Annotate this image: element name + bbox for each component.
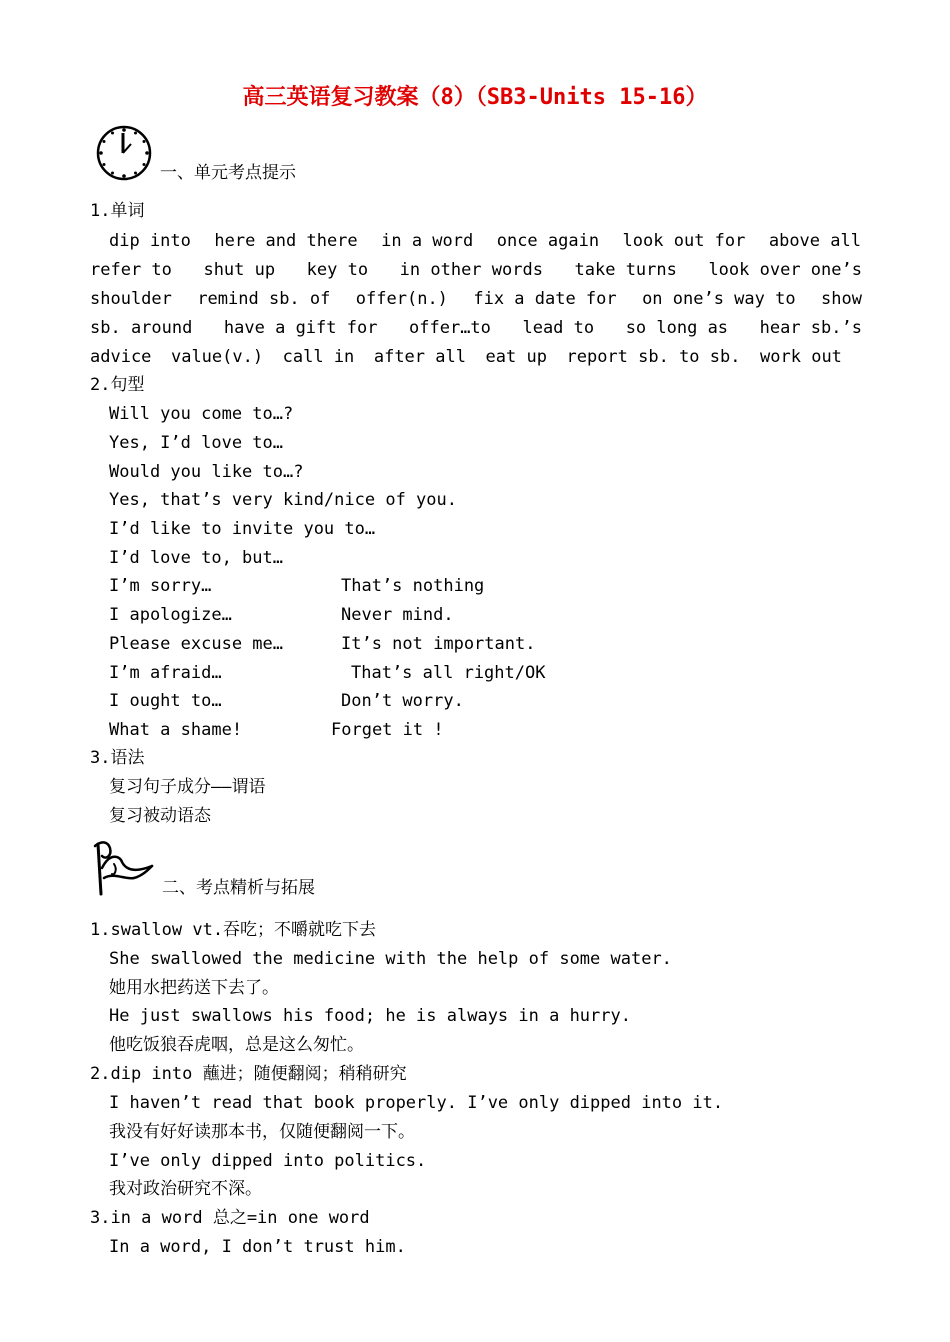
vocab-line bbox=[90, 318, 862, 338]
vocab-item: have a gift for bbox=[223, 318, 378, 338]
vocab-item: report sb. to sb. bbox=[566, 347, 741, 367]
vocab-item: eat up bbox=[485, 347, 547, 367]
entry-heading: 1.swallow vt.吞吃；不嚼就吃下去 bbox=[90, 920, 377, 940]
vocab-item: look out for bbox=[622, 231, 746, 251]
vocab-item: call in bbox=[282, 347, 355, 367]
vocab-item: in a word bbox=[381, 231, 474, 251]
example-line: She swallowed the medicine with the help of some water. bbox=[109, 949, 672, 969]
vocab-item: above all bbox=[768, 231, 861, 251]
section2-heading: 二、考点精析与拓展 bbox=[162, 878, 315, 898]
pattern-line: Yes, I’d love to… bbox=[109, 433, 283, 453]
translation-line: 她用水把药送下去了。 bbox=[109, 978, 279, 998]
vocab-item: key to bbox=[306, 260, 369, 280]
vocab-item: sb. around bbox=[90, 318, 193, 338]
pattern-right: Forget it ! bbox=[331, 720, 444, 740]
vocab-item: once again bbox=[496, 231, 600, 251]
vocab-item: offer(n.) bbox=[355, 289, 448, 309]
vocab-item: advice bbox=[90, 347, 152, 367]
grammar-item: 复习被动语态 bbox=[109, 806, 211, 826]
vocab-item: show bbox=[821, 289, 862, 309]
vocab-line bbox=[90, 260, 862, 280]
pattern-left: I apologize… bbox=[109, 605, 232, 625]
pattern-left: I’m afraid… bbox=[109, 663, 222, 683]
example-line: I haven’t read that book properly. I’ve only dipped into it. bbox=[109, 1093, 724, 1113]
example-line: I’ve only dipped into politics. bbox=[109, 1151, 427, 1171]
entry-heading: 2.dip into 蘸进；随便翻阅；稍稍研究 bbox=[90, 1064, 407, 1084]
flag-icon bbox=[92, 838, 158, 898]
vocab-item: work out bbox=[760, 347, 842, 367]
pattern-left: Please excuse me… bbox=[109, 634, 283, 654]
clock-icon bbox=[95, 124, 153, 182]
vocab-item: take turns bbox=[574, 260, 677, 280]
vocab-item: remind sb. of bbox=[197, 289, 331, 309]
words-heading: 1.单词 bbox=[90, 201, 145, 221]
vocab-item: lead to bbox=[522, 318, 595, 338]
grammar-item: 复习句子成分——谓语 bbox=[109, 777, 266, 797]
pattern-line: Will you come to…? bbox=[109, 404, 294, 424]
pattern-right: Don’t worry. bbox=[341, 691, 464, 711]
vocab-item: value(v.) bbox=[170, 347, 264, 367]
vocab-item: offer…to bbox=[409, 318, 491, 338]
vocab-item: after all bbox=[373, 347, 466, 367]
vocab-line bbox=[109, 231, 861, 251]
grammar-heading: 3.语法 bbox=[90, 748, 145, 768]
vocab-item: shoulder bbox=[90, 289, 172, 309]
section1-heading: 一、单元考点提示 bbox=[160, 163, 296, 183]
vocab-item: fix a date for bbox=[473, 289, 617, 309]
vocab-item: shut up bbox=[203, 260, 276, 280]
vocab-item: refer to bbox=[90, 260, 172, 280]
vocab-item: so long as bbox=[625, 318, 729, 338]
vocab-item: look over one’s bbox=[708, 260, 862, 280]
pattern-left: I’m sorry… bbox=[109, 576, 212, 596]
pattern-right: That’s all right/OK bbox=[351, 663, 546, 683]
pattern-left: I ought to… bbox=[109, 691, 222, 711]
pattern-line: I’d love to, but… bbox=[109, 548, 283, 568]
translation-line: 我没有好好读那本书，仅随便翻阅一下。 bbox=[109, 1122, 415, 1142]
example-line: In a word, I don’t trust him. bbox=[109, 1237, 406, 1257]
pattern-line: I’d like to invite you to… bbox=[109, 519, 376, 539]
pattern-right: That’s nothing bbox=[341, 576, 485, 596]
vocab-line bbox=[90, 289, 862, 309]
pattern-left: What a shame! bbox=[109, 720, 243, 740]
entry-heading: 3.in a word 总之=in one word bbox=[90, 1208, 370, 1228]
example-line: He just swallows his food; he is always in a hurry. bbox=[109, 1006, 631, 1026]
translation-line: 他吃饭狼吞虎咽，总是这么匆忙。 bbox=[109, 1035, 364, 1055]
translation-line: 我对政治研究不深。 bbox=[109, 1179, 262, 1199]
pattern-right: Never mind. bbox=[341, 605, 454, 625]
pattern-right: It’s not important. bbox=[341, 634, 536, 654]
vocab-item: dip into bbox=[109, 231, 191, 251]
vocab-item: hear sb.’s bbox=[759, 318, 862, 338]
patterns-heading: 2.句型 bbox=[90, 375, 145, 395]
pattern-line: Yes, that’s very kind/nice of you. bbox=[109, 490, 457, 510]
vocab-item: here and there bbox=[214, 231, 358, 251]
page-title: 高三英语复习教案（8）（SB3-Units 15-16） bbox=[242, 85, 708, 110]
vocab-item: on one’s way to bbox=[642, 289, 796, 309]
pattern-line: Would you like to…? bbox=[109, 462, 304, 482]
vocab-line bbox=[90, 347, 842, 367]
vocab-item: in other words bbox=[399, 260, 543, 280]
